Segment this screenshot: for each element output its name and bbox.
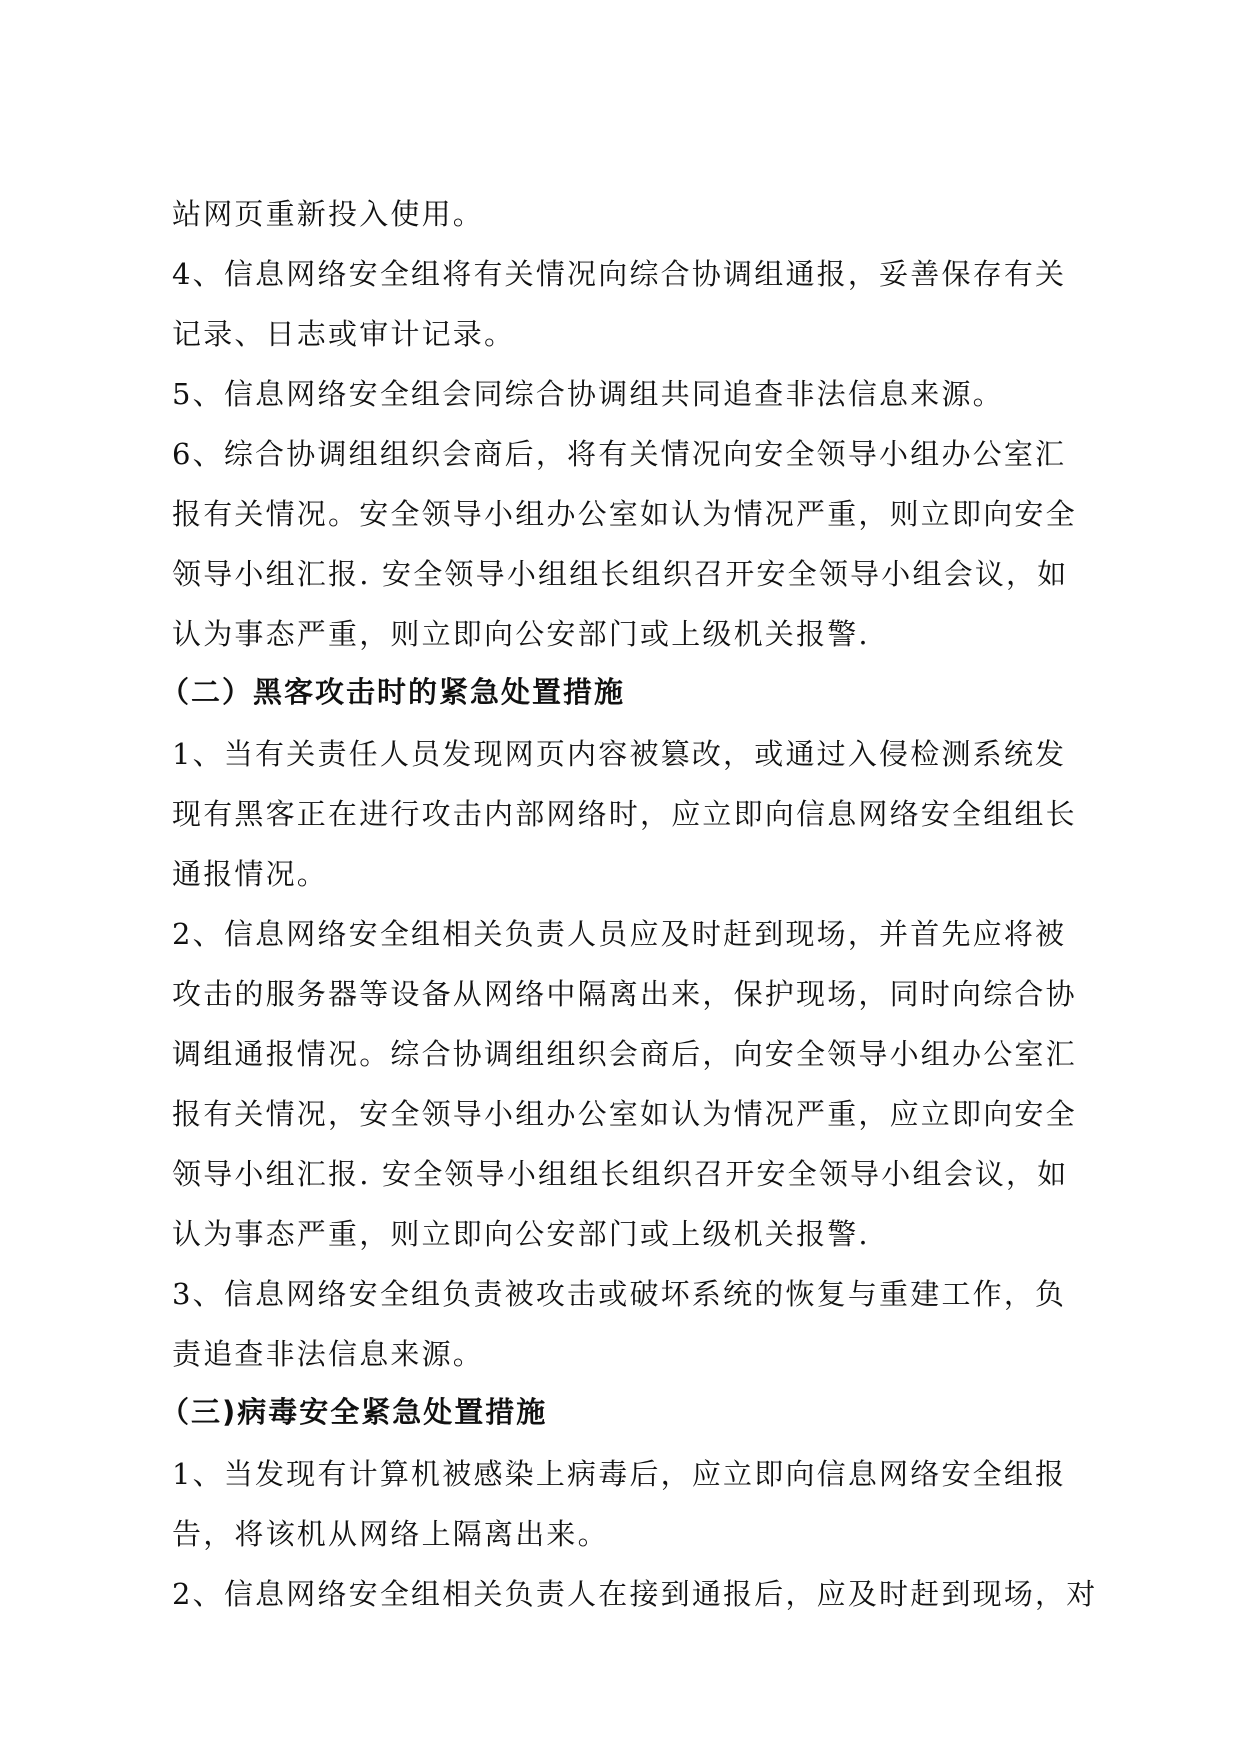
text-line: 记录、日志或审计记录。 (172, 317, 516, 351)
text-line: 通报情况。 (172, 857, 329, 891)
text-line: 报有关情况，安全领导小组办公室如认为情况严重，应立即向安全 (172, 1097, 1077, 1131)
section-heading: （三)病毒安全紧急处置措施 (160, 1395, 548, 1429)
text-line: 2、信息网络安全组相关负责人员应及时赶到现场，并首先应将被 (172, 917, 1067, 951)
text-line: 认为事态严重，则立即向公安部门或上级机关报警. (172, 617, 870, 651)
text-line: 6、综合协调组组织会商后，将有关情况向安全领导小组办公室汇 (172, 437, 1067, 471)
text-line: 5、信息网络安全组会同综合协调组共同追查非法信息来源。 (172, 377, 1004, 411)
text-line: 攻击的服务器等设备从网络中隔离出来，保护现场，同时向综合协 (172, 977, 1077, 1011)
text-line: 1、当发现有计算机被感染上病毒后，应立即向信息网络安全组报 (172, 1457, 1067, 1491)
text-line: 站网页重新投入使用。 (172, 197, 485, 231)
text-line: 调组通报情况。综合协调组组织会商后，向安全领导小组办公室汇 (172, 1037, 1077, 1071)
text-line: 报有关情况。安全领导小组办公室如认为情况严重，则立即向安全 (172, 497, 1077, 531)
section-heading: （二）黑客攻击时的紧急处置措施 (160, 675, 626, 709)
text-line: 领导小组汇报. 安全领导小组组长组织召开安全领导小组会议，如 (172, 557, 1069, 591)
text-line: 领导小组汇报. 安全领导小组组长组织召开安全领导小组会议，如 (172, 1157, 1069, 1191)
text-line: 认为事态严重，则立即向公安部门或上级机关报警. (172, 1217, 870, 1251)
text-line: 责追查非法信息来源。 (172, 1337, 485, 1371)
text-line: 4、信息网络安全组将有关情况向综合协调组通报，妥善保存有关 (172, 257, 1067, 291)
text-line: 现有黑客正在进行攻击内部网络时，应立即向信息网络安全组组长 (172, 797, 1077, 831)
text-line: 1、当有关责任人员发现网页内容被篡改，或通过入侵检测系统发 (172, 737, 1067, 771)
text-line: 告，将该机从网络上隔离出来。 (172, 1517, 609, 1551)
text-line: 2、信息网络安全组相关负责人在接到通报后，应及时赶到现场，对 (172, 1577, 1098, 1611)
text-line: 3、信息网络安全组负责被攻击或破坏系统的恢复与重建工作，负 (172, 1277, 1067, 1311)
